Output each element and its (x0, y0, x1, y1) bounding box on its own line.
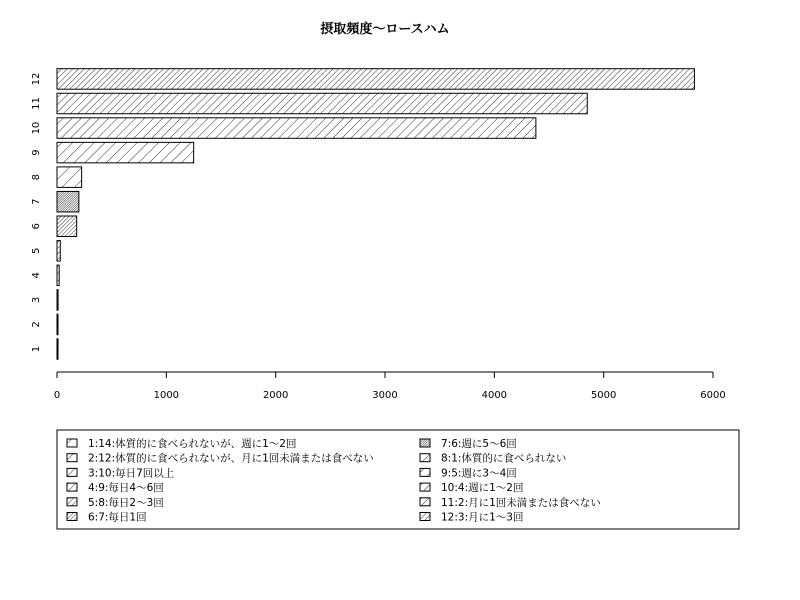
legend-swatch (420, 468, 430, 476)
y-tick-label: 3 (31, 296, 42, 304)
y-tick-label: 9 (31, 149, 42, 156)
y-tick-label: 1 (31, 345, 42, 353)
legend-label: 12:3:月に1〜3回 (441, 511, 524, 524)
y-tick-label: 10 (31, 121, 42, 135)
bar-10 (57, 118, 536, 139)
legend-label: 6:7:毎日1回 (88, 511, 147, 524)
bar-6 (57, 216, 77, 237)
bar-11 (57, 93, 587, 114)
legend-label: 10:4:週に1〜2回 (441, 482, 524, 495)
y-tick-label: 7 (31, 198, 42, 205)
legend-label: 1:14:体質的に食べられないが、週に1〜2回 (88, 438, 297, 450)
bars-group (57, 69, 694, 360)
x-tick-label: 1000 (153, 390, 180, 401)
legend-swatch (420, 513, 430, 521)
legend-label: 11:2:月に1回未満または食べない (441, 496, 601, 509)
x-tick-label: 2000 (262, 390, 289, 401)
y-tick-label: 8 (31, 173, 42, 181)
bar-4 (57, 265, 59, 286)
legend-swatch (67, 513, 77, 521)
y-tick-label: 12 (31, 72, 42, 86)
y-tick-label: 4 (31, 272, 42, 279)
bar-2 (57, 314, 58, 335)
y-tick-label: 5 (31, 247, 42, 254)
legend-label: 2:12:体質的に食べられないが、月に1回未満または食べない (88, 452, 374, 465)
y-tick-label: 11 (31, 97, 42, 110)
x-tick-label: 0 (53, 390, 61, 401)
x-tick-label: 4000 (481, 390, 508, 401)
bar-9 (57, 142, 194, 163)
legend-swatch (67, 483, 77, 491)
x-axis (54, 372, 726, 401)
legend-swatch (67, 468, 77, 476)
legend-swatch (67, 439, 77, 447)
legend-label: 9:5:週に3〜4回 (441, 467, 517, 480)
y-tick-label: 6 (31, 223, 42, 230)
legend-label: 7:6:週に5〜6回 (441, 438, 517, 450)
bar-8 (57, 167, 82, 188)
legend-label: 3:10:毎日7回以上 (88, 467, 175, 480)
chart-title: 摂取頻度〜ロースハム (320, 22, 450, 37)
bar-1 (57, 339, 58, 360)
bar-12 (57, 69, 694, 90)
x-tick-label: 6000 (700, 390, 726, 401)
legend-swatch (67, 498, 77, 506)
legend-label: 5:8:毎日2〜3回 (88, 496, 164, 509)
y-category-labels (31, 73, 42, 353)
legend-label: 4:9:毎日4〜6回 (88, 482, 164, 495)
y-tick-label: 2 (31, 321, 42, 328)
legend-label: 8:1:体質的に食べられない (441, 452, 567, 465)
legend-swatch (67, 454, 77, 462)
legend (57, 430, 739, 529)
legend-swatch (420, 454, 430, 462)
bar-5 (57, 241, 60, 261)
bar-3 (57, 290, 58, 311)
bar-7 (57, 191, 79, 212)
legend-swatch (420, 439, 430, 447)
x-tick-label: 5000 (590, 390, 617, 401)
legend-swatch (420, 498, 430, 506)
legend-swatch (420, 483, 430, 491)
x-tick-label: 3000 (372, 390, 398, 401)
